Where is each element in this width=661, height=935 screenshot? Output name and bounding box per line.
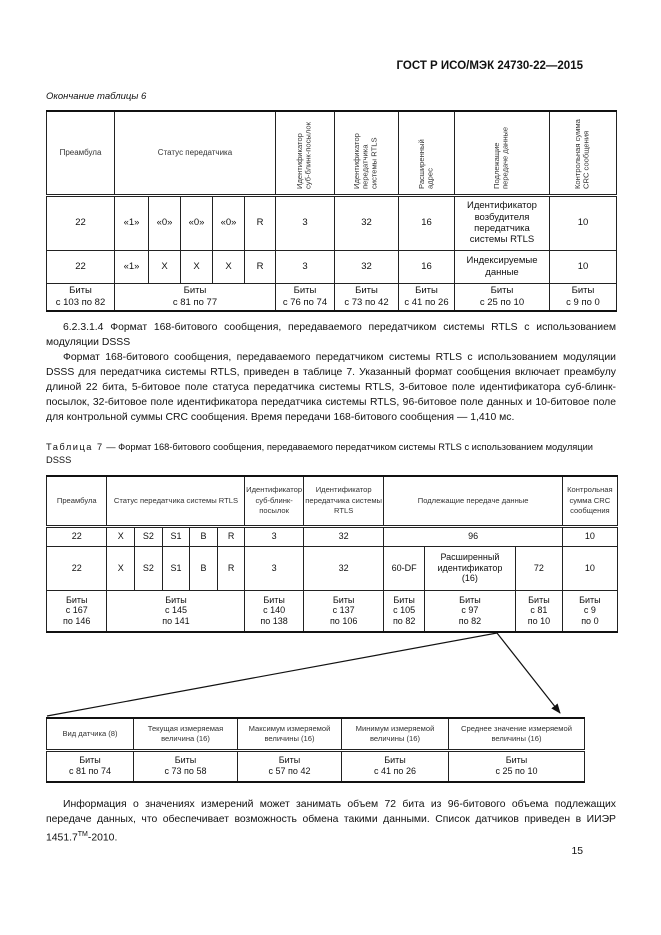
bits-tx: Биты с 73 по 42 [335, 283, 399, 311]
th-avg-value: Среднее значение измеряемой величины (16) [449, 718, 585, 750]
bits-ext: Биты с 41 по 26 [399, 283, 455, 311]
cell-ext: 16 [399, 195, 455, 250]
cell-data: 96 [384, 526, 562, 546]
cell-data: Индексируемые данные [455, 250, 550, 283]
closing-suffix: -2010. [87, 832, 118, 844]
bits-min-value: Биты с 41 по 26 [342, 750, 449, 782]
cell-preamble: 22 [47, 250, 115, 283]
closing-text: Информация о значениях измерений может занимать объем 72 бита из 96-битового объема подлежащих передаче данных, что обеспечивает возможность обмена такими данными. Список датчиков приведен в ИИЭР 1451.7 [46, 799, 616, 844]
th-ext-address: Расширенный адрес [416, 139, 435, 189]
cell-status-bit: «0» [181, 195, 213, 250]
th-crc: Контрольная сумма CRC сообщения [573, 118, 591, 189]
cell-data-72: 72 [516, 546, 563, 590]
table7-caption-label: Таблица 7 [46, 442, 104, 452]
cell-ext: 16 [399, 250, 455, 283]
th-status: Статус передатчика [115, 111, 276, 195]
table8-header-row [47, 718, 585, 750]
th-subblink-id: Идентификатор суб-блинк-посылок [295, 121, 313, 189]
bits-status: Биты с 145 по 141 [107, 590, 245, 632]
cell-data: Идентификатор возбудителя передатчика системы RTLS [455, 195, 550, 250]
cell-subblink: 3 [245, 546, 303, 590]
bits-preamble: Биты с 103 по 82 [47, 283, 115, 311]
cell-status-bit: X [107, 546, 135, 590]
cell-status-bit: S1 [162, 526, 190, 546]
bits-crc: Биты с 9 по 0 [562, 590, 617, 632]
th-min-value: Минимум измеряемой величины (16) [342, 718, 449, 750]
cell-status-bit: R [245, 195, 276, 250]
cell-status-bit: R [217, 546, 245, 590]
cell-preamble: 22 [47, 195, 115, 250]
page-number: 15 [571, 846, 583, 857]
cell-status-bit: X [181, 250, 213, 283]
cell-subblink: 3 [245, 526, 303, 546]
cell-data-type: 60-DF [384, 546, 424, 590]
table6-caption: Окончание таблицы 6 [46, 91, 147, 102]
bits-ext-id: Биты с 97 по 82 [424, 590, 515, 632]
th-preamble: Преамбула [47, 111, 115, 195]
cell-status-bit: B [190, 546, 218, 590]
section-body: Формат 168-битового сообщения, передаваемого передатчиком системы RTLS с использованием модуляции DSSS для передатчика системы RTLS, приведен в таблице 7. Указанный формат сообщения включает преамбулу длиной 22 бита, 5-битовое поле статуса передатчика системы RTLS, 3-битовое поле идентификатора суб-блинк-посылок, 32-битовое поле идентификатора передатчика системы RTLS, 96-битовое поле данных и 10-битовое поле для контрольной суммы CRC сообщения. Время передачи 168-битового сообщения — 1,410 мс. [46, 352, 616, 423]
cell-crc: 10 [550, 250, 617, 283]
th-current-value: Текущая измеряемая величина (16) [134, 718, 238, 750]
cell-status-bit: «0» [149, 195, 181, 250]
th-tx: Идентификатор передатчика системы RTLS [303, 476, 384, 526]
closing-paragraph [46, 797, 616, 845]
th-sensor-type: Вид датчика (8) [47, 718, 134, 750]
th-transmitter-id: Идентификатор передатчика системы RTLS [352, 132, 379, 189]
bits-data-72: Биты с 81 по 10 [516, 590, 563, 632]
trademark-sup: TM [77, 831, 88, 838]
bits-current-value: Биты с 73 по 58 [134, 750, 238, 782]
th-preamble: Преамбула [47, 476, 107, 526]
cell-preamble: 22 [47, 546, 107, 590]
th-status: Статус передатчика системы RTLS [107, 476, 245, 526]
cell-ext-id: Расширенный идентификатор (16) [424, 546, 515, 590]
th-max-value: Максимум измеряемой величины (16) [238, 718, 342, 750]
cell-status-bit: S2 [135, 526, 163, 546]
table7-caption-text: — Формат 168-битового сообщения, передаваемого передатчиком системы RTLS с использованием модуляции DSSS [46, 442, 593, 465]
cell-crc: 10 [562, 526, 617, 546]
cell-status-bit: «1» [115, 195, 149, 250]
bits-crc: Биты с 9 по 0 [550, 283, 617, 311]
cell-tx: 32 [335, 250, 399, 283]
bits-tx: Биты с 137 по 106 [303, 590, 384, 632]
table-row [47, 750, 585, 782]
bits-preamble: Биты с 167 по 146 [47, 590, 107, 632]
th-data: Подлежащие передаче данные [492, 126, 510, 189]
cell-subblink: 3 [276, 195, 335, 250]
cell-status-bit: S2 [135, 546, 163, 590]
th-subblink: Идентификатор суб-блинк-посылок [245, 476, 303, 526]
bits-status: Биты с 81 по 77 [115, 283, 276, 311]
cell-crc: 10 [550, 195, 617, 250]
bits-subblink: Биты с 76 по 74 [276, 283, 335, 311]
cell-status-bit: «1» [115, 250, 149, 283]
cell-status-bit: «0» [213, 195, 245, 250]
cell-status-bit: X [213, 250, 245, 283]
document-header: ГОСТ Р ИСО/МЭК 24730-22—2015 [396, 60, 583, 72]
cell-status-bit: R [217, 526, 245, 546]
cell-subblink: 3 [276, 250, 335, 283]
expansion-arrow-right [497, 633, 560, 713]
section-heading: 6.2.3.1.4 Формат 168-битового сообщения, передаваемого передатчиком системы RTLS с использованием модуляции DSSS [46, 322, 616, 348]
cell-tx: 32 [303, 526, 384, 546]
cell-status-bit: S1 [162, 546, 190, 590]
cell-status-bit: X [149, 250, 181, 283]
table-sensor-data [46, 717, 585, 783]
cell-tx: 32 [335, 195, 399, 250]
bits-data: Биты с 25 по 10 [455, 283, 550, 311]
bits-data-type: Биты с 105 по 82 [384, 590, 424, 632]
bits-sensor-type: Биты с 81 по 74 [47, 750, 134, 782]
cell-status-bit: X [107, 526, 135, 546]
cell-preamble: 22 [47, 526, 107, 546]
expansion-line-left [47, 633, 497, 716]
th-crc: Контрольная сумма CRC сообщения [562, 476, 617, 526]
th-data: Подлежащие передаче данные [384, 476, 562, 526]
cell-status-bit: R [245, 250, 276, 283]
bits-max-value: Биты с 57 по 42 [238, 750, 342, 782]
cell-tx: 32 [303, 546, 384, 590]
cell-status-bit: B [190, 526, 218, 546]
bits-avg-value: Биты с 25 по 10 [449, 750, 585, 782]
cell-crc: 10 [562, 546, 617, 590]
bits-subblink: Биты с 140 по 138 [245, 590, 303, 632]
